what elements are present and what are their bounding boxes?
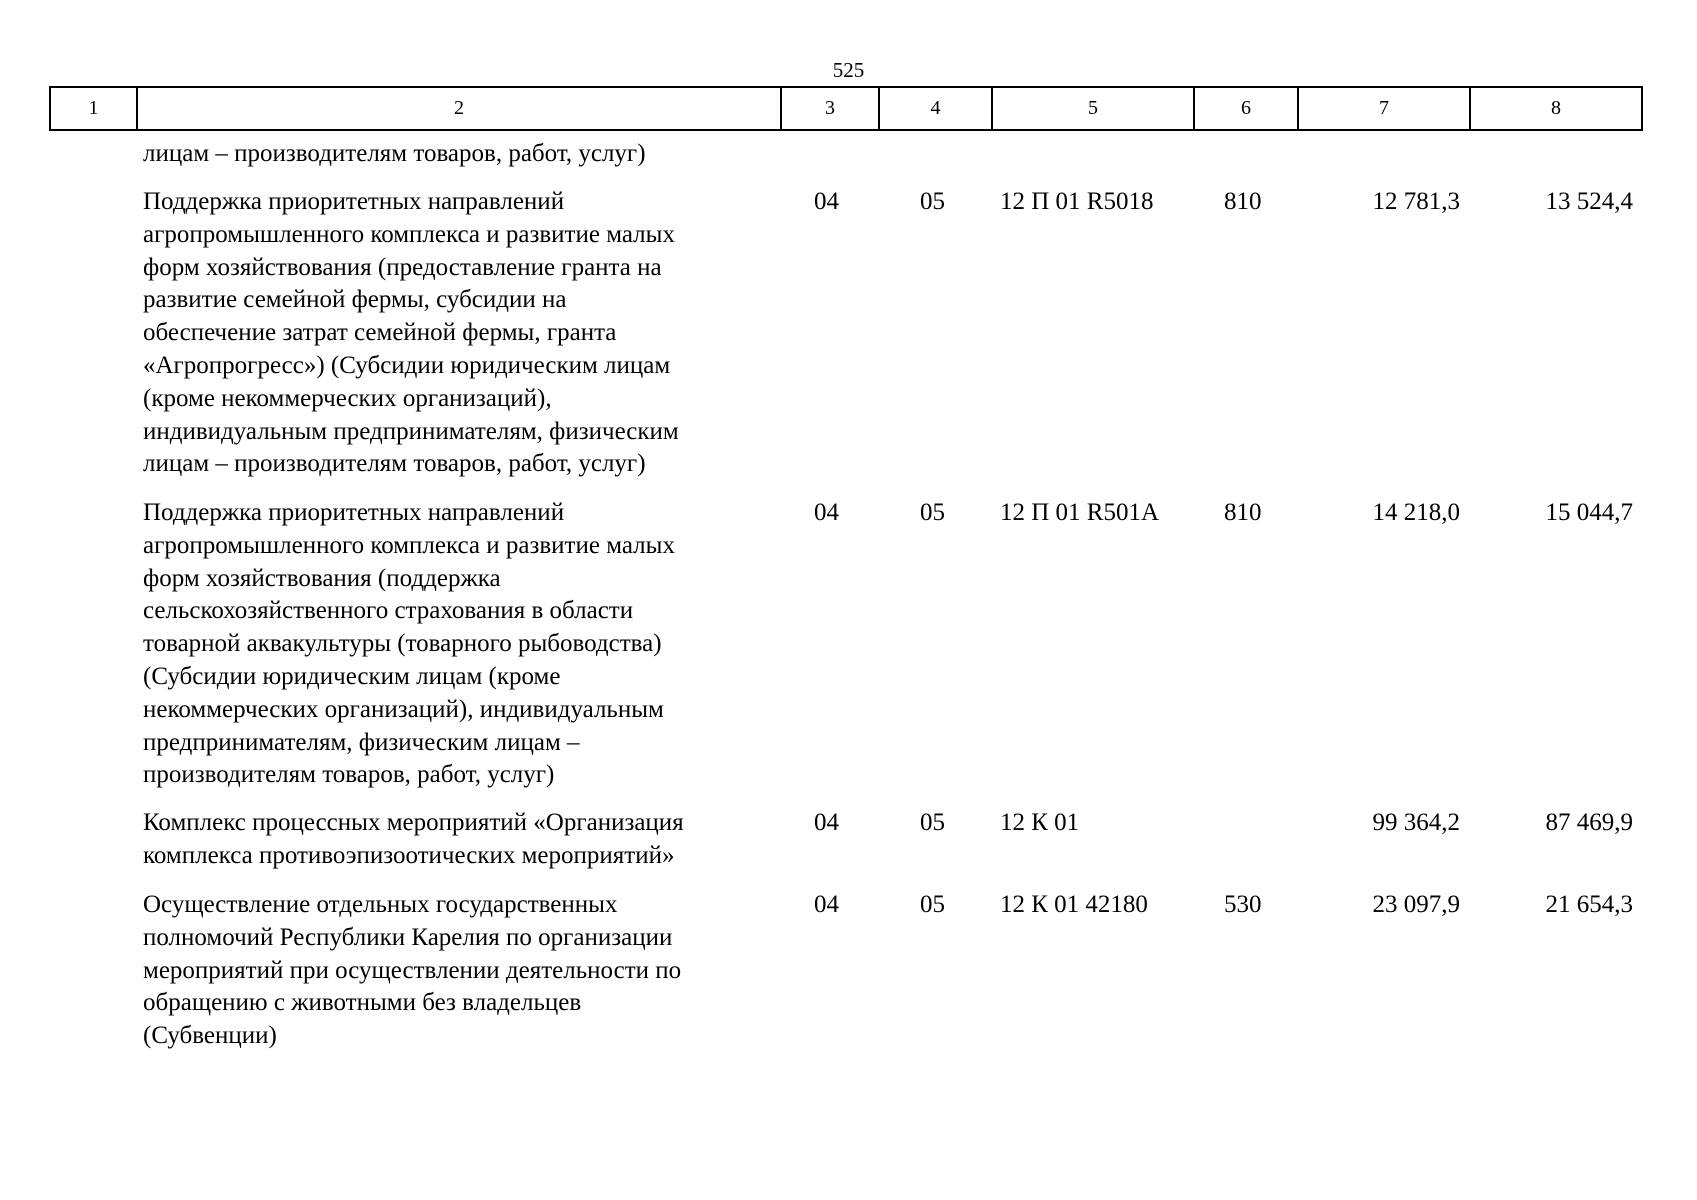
amount-column-8: 13 524,4 (1545, 188, 1633, 215)
amount-column-7: 23 097,9 (1372, 891, 1460, 918)
description-line: «Агропрогресс») (Субсидии юридическим лицам (143, 351, 671, 379)
description-line: предпринимателям, физическим лицам – (143, 728, 580, 756)
description-line: (Субвенции) (143, 1022, 277, 1050)
row-description (143, 807, 763, 873)
column-number-6: 6 (1194, 87, 1298, 130)
amount-column-8: 15 044,7 (1545, 499, 1633, 526)
target-article-code: 12 К 01 42180 (1000, 891, 1148, 918)
amount-column-7: 14 218,0 (1372, 499, 1460, 526)
column-number-8: 8 (1470, 87, 1642, 130)
row-description (143, 889, 763, 1053)
column-number-1: 1 (50, 87, 137, 130)
description-line: Поддержка приоритетных направлений (143, 499, 565, 526)
section-code: 04 (814, 188, 839, 215)
description-line: обращению с животными без владельцев (143, 989, 582, 1017)
description-line: товарной аквакультуры (товарного рыбоводства) (143, 630, 662, 658)
description-line: некоммерческих организаций), индивидуальным (143, 695, 664, 723)
section-code: 04 (814, 891, 839, 918)
description-line: Осуществление отдельных государственных (143, 891, 618, 918)
description-line: лицам – производителям товаров, работ, услуг) (143, 140, 646, 167)
column-number-2: 2 (137, 87, 781, 130)
description-line: комплекса противоэпизоотических мероприятий» (143, 841, 675, 869)
subsection-code: 05 (920, 891, 945, 918)
section-code: 04 (814, 499, 839, 526)
description-line: сельскохозяйственного страхования в области (143, 597, 634, 625)
subsection-code: 05 (920, 809, 945, 836)
subsection-code: 05 (920, 499, 945, 526)
column-number-5: 5 (992, 87, 1194, 130)
description-line: обеспечение затрат семейной фермы, гранта (143, 319, 617, 347)
description-line: форм хозяйствования (поддержка (143, 564, 501, 592)
page-number: 525 (832, 58, 865, 82)
column-number-3: 3 (781, 87, 879, 130)
expense-type-code: 810 (1224, 499, 1262, 526)
target-article-code: 12 К 01 (1000, 809, 1080, 836)
row-description (143, 497, 763, 792)
description-line: агропромышленного комплекса и развитие малых (143, 220, 675, 248)
target-article-code: 12 П 01 R5018 (1000, 188, 1154, 215)
column-header-row (50, 87, 1642, 130)
amount-column-8: 87 469,9 (1545, 809, 1633, 836)
amount-column-7: 99 364,2 (1372, 809, 1460, 836)
description-line: Поддержка приоритетных направлений (143, 188, 565, 215)
description-line: развитие семейной фермы, субсидии на (143, 286, 567, 314)
expense-type-code: 530 (1224, 891, 1262, 918)
description-line: производителям товаров, работ, услуг) (143, 761, 555, 789)
description-line: (Субсидии юридическим лицам (кроме (143, 662, 561, 690)
row-description (143, 186, 763, 481)
target-article-code: 12 П 01 R501A (1000, 499, 1160, 526)
amount-column-7: 12 781,3 (1372, 188, 1460, 215)
row-description (143, 138, 763, 171)
description-line: мероприятий при осуществлении деятельности по (143, 956, 682, 984)
description-line: полномочий Республики Карелия по организации (143, 923, 673, 951)
description-line: форм хозяйствования (предоставление гранта на (143, 253, 662, 281)
description-line: агропромышленного комплекса и развитие малых (143, 531, 675, 559)
column-number-7: 7 (1298, 87, 1470, 130)
section-code: 04 (814, 809, 839, 836)
amount-column-8: 21 654,3 (1545, 891, 1633, 918)
expense-type-code: 810 (1224, 188, 1262, 215)
column-header-table (49, 86, 1643, 131)
subsection-code: 05 (920, 188, 945, 215)
description-line: лицам – производителям товаров, работ, услуг) (143, 450, 646, 478)
description-line: индивидуальным предпринимателям, физическим (143, 417, 679, 445)
description-line: (кроме некоммерческих организаций), (143, 384, 552, 412)
description-line: Комплекс процессных мероприятий «Организация (143, 809, 684, 836)
column-number-4: 4 (879, 87, 992, 130)
